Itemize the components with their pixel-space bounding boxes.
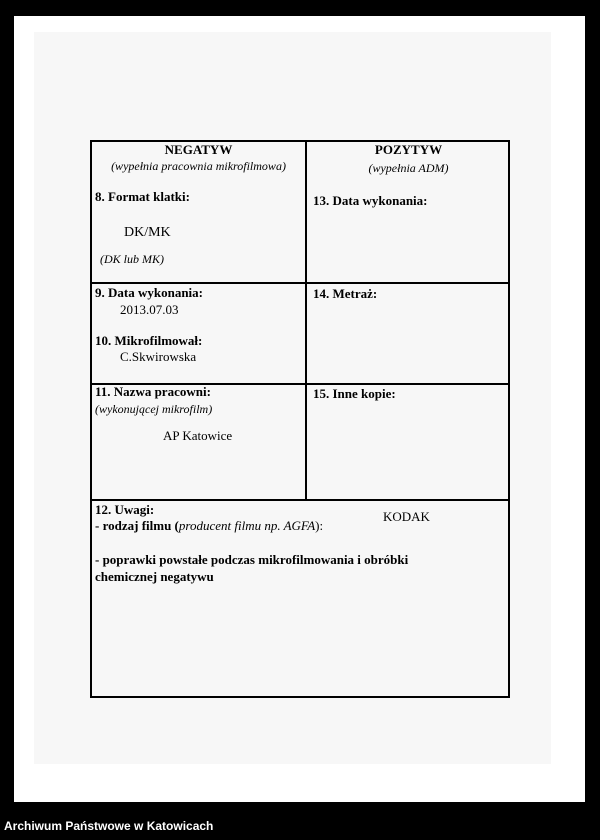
archive-name-footer: Archiwum Państwowe w Katowicach [4, 819, 214, 833]
field11-value: AP Katowice [163, 428, 233, 443]
row-divider-3 [90, 499, 510, 501]
field11-label: 11. Nazwa pracowni: [95, 384, 211, 399]
field9-value: 2013.07.03 [120, 302, 179, 317]
film-type-hint: producent filmu np. AGFA [178, 518, 316, 533]
row-divider-1 [90, 282, 510, 284]
pozytyw-title: POZYTYW [374, 142, 443, 157]
poprawki-line-2: chemicznej negatywu [95, 569, 214, 584]
field10-label: 10. Mikrofilmował: [95, 333, 203, 348]
poprawki-line-1: - poprawki powstałe podczas mikrofilmowania i obróbki [95, 552, 409, 567]
column-divider [305, 140, 307, 501]
negatyw-title: NEGATYW [164, 142, 233, 157]
field14-label: 14. Metraż: [313, 286, 378, 301]
field15-label: 15. Inne kopie: [313, 386, 396, 401]
field8-hint: (DK lub MK) [100, 252, 164, 266]
pozytyw-subtitle: (wypełnia ADM) [368, 161, 449, 175]
field10-value: C.Skwirowska [120, 349, 197, 364]
field13-label: 13. Data wykonania: [313, 193, 428, 208]
negatyw-subtitle: (wypełnia pracownia mikrofilmowa) [111, 159, 286, 173]
film-type-prefix: - rodzaj filmu ( [95, 518, 179, 533]
film-type-line [95, 518, 323, 534]
field11-hint: (wykonującej mikrofilm) [95, 402, 213, 416]
film-type-value: KODAK [383, 509, 430, 524]
field8-value: DK/MK [124, 225, 171, 240]
field12-label: 12. Uwagi: [95, 502, 155, 517]
field8-label: 8. Format klatki: [95, 189, 190, 204]
field9-label: 9. Data wykonania: [95, 285, 203, 300]
film-type-suffix: ): [315, 518, 324, 533]
microfilm-form [90, 140, 510, 698]
